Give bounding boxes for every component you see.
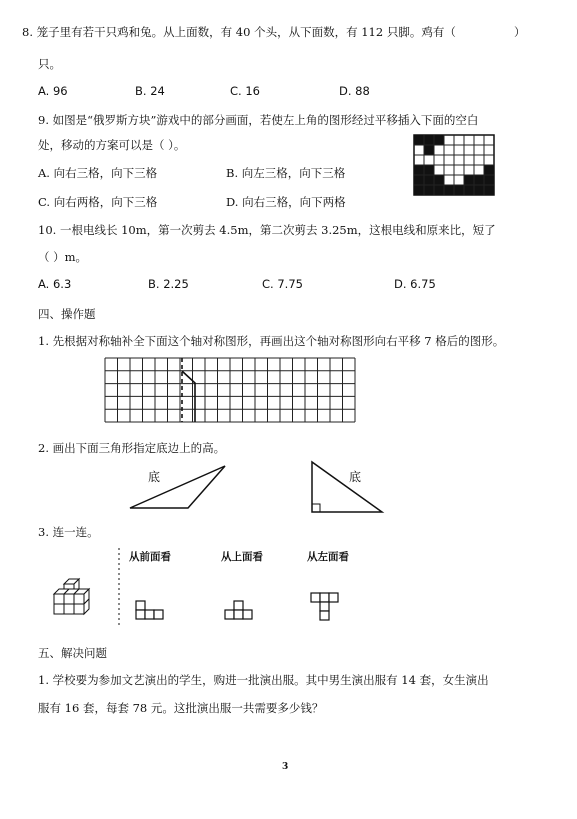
page-number: 3 [282,762,289,772]
q9-option-d: D. 向右三格，向下两格 [226,195,346,209]
q10-option-b: B. 2.25 [148,277,189,291]
symmetry-grid [105,358,355,428]
q9-option-a: A. 向右三格，向下三格 [38,166,158,180]
view-label-left: 从左面看 [307,551,349,563]
q8-option-c: C. 16 [230,84,260,98]
q10-line-2: （ ）m。 [38,250,88,264]
q8-option-a: A. 96 [38,84,68,98]
triangle-2-base-label: 底 [349,470,362,484]
q10-option-d: D. 6.75 [394,277,436,291]
section-4-problem-3: 3. 连一连。 [38,525,99,539]
view-label-front: 从前面看 [129,551,171,563]
section-4-heading: 四、操作题 [38,307,96,321]
q8-paren-close: ） [514,25,526,39]
q8-text: 8. 笼子里有若干只鸡和兔。从上面数，有 40 个头，从下面数，有 112 只脚。鸡有（ [22,25,456,39]
section-4-problem-2: 2. 画出下面三角形指定底边上的高。 [38,441,226,455]
section-5-problem-1-line-1: 1. 学校要为参加文艺演出的学生，购进一批演出服。其中男生演出服有 14 套，女生演出 [38,673,489,687]
q9-line-2: 处，移动的方案可以是（ ）。 [38,138,186,152]
q9-line-1: 9. 如图是“俄罗斯方块”游戏中的部分画面，若使左上角的图形经过平移插入下面的空白 [38,113,479,127]
triangle-1 [128,462,238,512]
left-view-shape [311,593,351,633]
q8-option-b: B. 24 [135,84,165,98]
q10-option-a: A. 6.3 [38,277,72,291]
section-5-heading: 五、解决问题 [38,646,107,660]
tetris-grid-figure [414,135,514,205]
q10-option-c: C. 7.75 [262,277,303,291]
q10-line-1: 10. 一根电线长 10m，第一次剪去 4.5m，第二次剪去 3.25m，这根电线和原来比，短了 [38,223,496,237]
top-view-shape [225,601,275,631]
q9-option-c: C. 向右两格，向下三格 [38,195,158,209]
q9-option-b: B. 向左三格，向下三格 [226,166,346,180]
dashed-divider [117,548,121,628]
front-view-shape [136,601,186,631]
q8-text-2: 只。 [38,57,61,71]
section-4-problem-1: 1. 先根据对称轴补全下面这个轴对称图形，再画出这个轴对称图形向右平移 7 格后的图形。 [38,334,505,348]
triangle-1-base-label: 底 [148,470,161,484]
q8-option-d: D. 88 [339,84,370,98]
section-5-problem-1-line-2: 服有 16 套，每套 78 元。这批演出服一共需要多少钱？ [38,701,324,715]
view-label-top: 从上面看 [221,551,263,563]
triangle-2 [308,460,398,520]
cube-stack-3d [46,578,106,623]
